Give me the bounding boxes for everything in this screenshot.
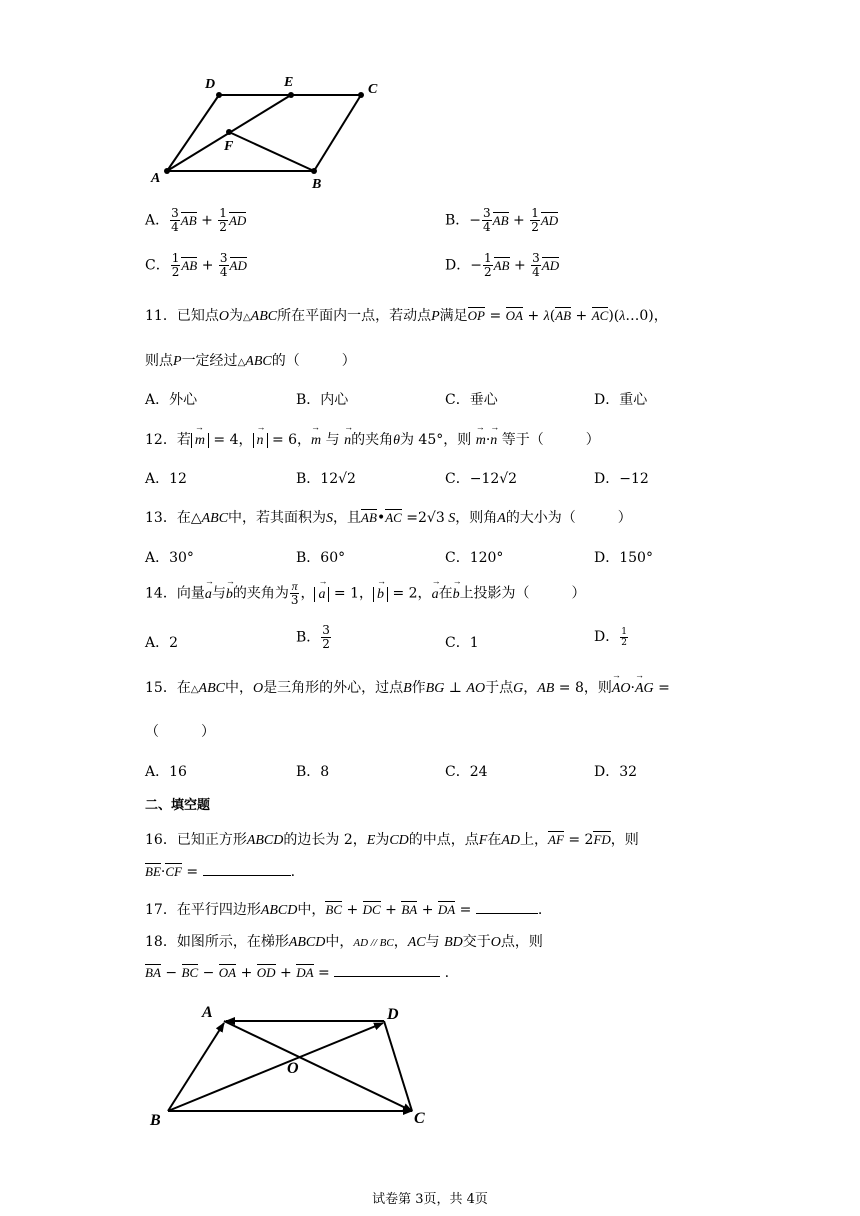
- label-b: B: [150, 1112, 161, 1129]
- q13-option-c[interactable]: C．120°: [445, 550, 504, 566]
- parallelogram-figure: [140, 70, 400, 195]
- q11-option-d[interactable]: D．重心: [594, 392, 648, 408]
- q10-option-a[interactable]: A． $\frac{3}{4}$ AB + $\frac{1}{2}$ AD: [145, 206, 247, 234]
- q12-option-c[interactable]: C．−12√2: [445, 471, 518, 487]
- q12-option-b[interactable]: B．12√2: [296, 471, 356, 487]
- q15-option-d[interactable]: D．32: [594, 764, 638, 780]
- q15-stem: 15．在△ABC中，O是三角形的外心，过点B作BG ⊥ AO于点G，AB = 8，则→ AO·→ AG =: [145, 677, 670, 697]
- q17-answer-blank[interactable]: [476, 901, 538, 914]
- q12-option-a[interactable]: A．12: [145, 471, 187, 487]
- q11-option-a[interactable]: A．外心: [145, 392, 198, 408]
- q13-option-b[interactable]: B．60°: [296, 550, 346, 566]
- q15-option-c[interactable]: C．24: [445, 764, 488, 780]
- q11-option-c[interactable]: C．垂心: [445, 392, 498, 408]
- label-c: C: [368, 82, 378, 97]
- label-a: A: [202, 1004, 213, 1021]
- q18-line2: BA − BC − OA + OD + DA = .: [145, 965, 450, 981]
- q15-option-a[interactable]: A．16: [145, 764, 187, 780]
- q18-answer-blank[interactable]: [334, 964, 440, 977]
- label-e: E: [284, 75, 294, 90]
- q10-option-b[interactable]: B．− $\frac{3}{4}$ AB + $\frac{1}{2}$ AD: [445, 206, 559, 234]
- q13-option-d[interactable]: D．150°: [594, 550, 653, 566]
- label-d: D: [387, 1006, 399, 1023]
- label-o: O: [287, 1060, 299, 1077]
- q14-option-c[interactable]: C．1: [445, 635, 479, 651]
- q15-option-b[interactable]: B．8: [296, 764, 330, 780]
- q13-stem: 13．在△ABC中，若其面积为S，且AB•AC =2√3 S，则角A的大小为（ ）: [145, 510, 632, 526]
- q10-option-c[interactable]: C． $\frac{1}{2}$ AB + $\frac{3}{4}$ AD: [145, 251, 247, 279]
- section-heading: 二、填空题: [145, 798, 211, 813]
- q16-answer-blank[interactable]: [203, 863, 291, 876]
- q18-line1: 18．如图所示，在梯形ABCD中，AD // BC，AC与 BD交于O点，则: [145, 934, 543, 950]
- q15-line2: （ ）: [145, 724, 215, 740]
- label-d: D: [205, 77, 216, 92]
- q12-stem: 12．若→ m = 4，→ n = 6，→ m 与 → n的夹角θ为 45°，则 → m·→ n 等于（ ）: [145, 429, 600, 449]
- page-footer: 试卷第 3页，共 4页: [372, 1192, 488, 1207]
- q11-line2: 则点P一定经过△ABC的（ ）: [145, 353, 356, 369]
- label-b: B: [312, 177, 322, 192]
- q14-option-d[interactable]: D． $\frac{1}{2}$: [594, 626, 627, 648]
- q17-stem: 17．在平行四边形ABCD中，BC + DC + BA + DA = .: [145, 902, 543, 918]
- trapezoid-figure: [140, 995, 440, 1135]
- label-c: C: [414, 1110, 425, 1127]
- q16-line1: 16．已知正方形ABCD的边长为 2，E为CD的中点，点F在AD上，AF = 2FD，则: [145, 832, 639, 848]
- q11-option-b[interactable]: B．内心: [296, 392, 349, 408]
- q10-option-d[interactable]: D．− $\frac{1}{2}$ AB + $\frac{3}{4}$ AD: [445, 251, 560, 279]
- q14-option-b[interactable]: B． $\frac{3}{2}$: [296, 623, 330, 651]
- label-a: A: [151, 171, 161, 186]
- q14-option-a[interactable]: A．2: [145, 635, 179, 651]
- q16-line2: BE·CF = .: [145, 864, 296, 880]
- q13-option-a[interactable]: A．30°: [145, 550, 194, 566]
- q11-line1: 11．已知点O为△ABC所在平面内一点，若动点P满足OP = OA + λ(AB + AC)(λ…0)，: [145, 308, 668, 324]
- label-f: F: [224, 139, 234, 154]
- q14-stem: 14．向量→ a与→ b的夹角为 $\frac{\pi}{3}$ ，→ a = 1，→ b = 2，→ a在→ b上投影为（ ）: [145, 580, 586, 607]
- q12-option-d[interactable]: D．−12: [594, 471, 649, 487]
